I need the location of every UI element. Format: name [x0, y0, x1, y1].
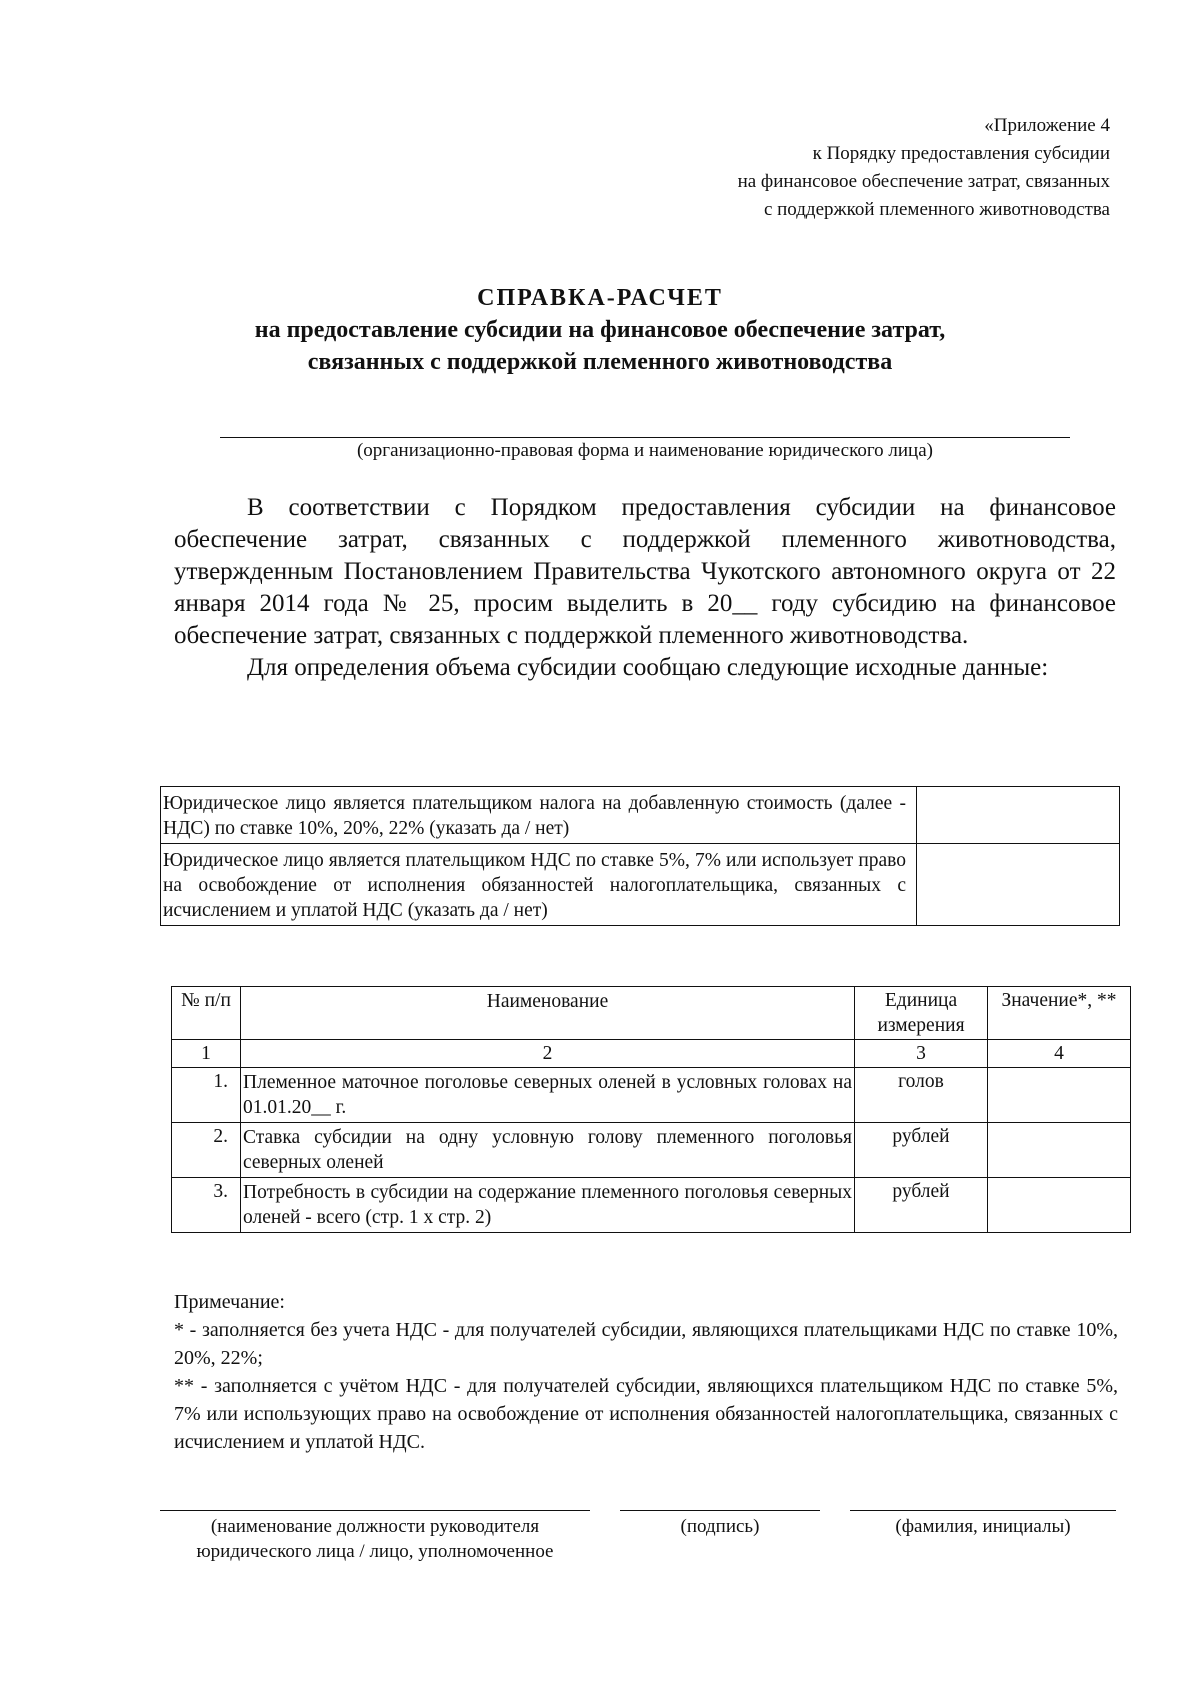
row-value-cell[interactable] [988, 1178, 1131, 1233]
vat-answer-cell[interactable] [917, 787, 1120, 844]
row-name: Потребность в субсидии на содержание племенного поголовья северных оленей - всего (стр. 1 х стр. 2) [241, 1178, 855, 1233]
table-row [172, 1068, 1131, 1123]
column-index: 4 [988, 1040, 1131, 1068]
position-caption [150, 1514, 600, 1564]
title-subtitle-line: на предоставление субсидии на финансовое обеспечение затрат, [254, 317, 946, 343]
note-item: * - заполняется без учета НДС - для получателей субсидии, являющихся плательщиками НДС по ставке 10%, 20%, 22%; [174, 1319, 1118, 1369]
row-name: Ставка субсидии на одну условную голову племенного поголовья северных оленей [241, 1123, 855, 1178]
note-item: ** - заполняется с учётом НДС - для получателей субсидии, являющихся плательщиком НДС по ставке 5%, 7% или использующих право на освобождение от исполнения обязанностей налогоплательщика, связанных с исчислением и уплатой НДС. [174, 1375, 1118, 1453]
row-unit: рублей [855, 1123, 988, 1178]
appendix-header [738, 112, 1110, 224]
name-caption: (фамилия, инициалы) [895, 1516, 1071, 1537]
header-number: № п/п [172, 987, 241, 1040]
position-caption-line: (наименование должности руководителя [210, 1516, 540, 1537]
row-unit: голов [855, 1068, 988, 1123]
vat-answer-cell[interactable] [917, 844, 1120, 926]
table-row [172, 1123, 1131, 1178]
row-number: 1. [172, 1068, 241, 1123]
row-unit: рублей [855, 1178, 988, 1233]
vat-question-cell: Юридическое лицо является плательщиком НДС по ставке 5%, 7% или использует право на освобождение от исполнения обязанностей налогоплательщика, связанных с исчислением и уплатой НДС (указать да / нет) [161, 844, 917, 926]
header-value: Значение*, ** [988, 987, 1131, 1040]
column-index: 2 [241, 1040, 855, 1068]
notes-section [174, 1288, 1118, 1456]
signature-field-line[interactable] [620, 1510, 820, 1511]
signature-caption: (подпись) [680, 1516, 760, 1537]
vat-question-cell: Юридическое лицо является плательщиком налога на добавленную стоимость (далее - НДС) по ставке 10%, 20%, 22% (указать да / нет) [161, 787, 917, 844]
body-paragraph [174, 492, 1116, 684]
row-value-cell[interactable] [988, 1068, 1131, 1123]
row-number: 2. [172, 1123, 241, 1178]
notes-heading: Примечание: [174, 1291, 285, 1313]
header-name: Наименование [241, 987, 855, 1040]
name-field-line[interactable] [850, 1510, 1116, 1511]
row-value-cell[interactable] [988, 1123, 1131, 1178]
row-number: 3. [172, 1178, 241, 1233]
column-index-row [172, 1040, 1131, 1068]
appendix-line: к Порядку предоставления субсидии [812, 143, 1110, 164]
header-unit: Единица измерения [855, 987, 988, 1040]
table-row [172, 1178, 1131, 1233]
table-row [161, 787, 1120, 844]
appendix-line: на финансовое обеспечение затрат, связанных [737, 171, 1110, 192]
paragraph-request: В соответствии с Порядком предоставления субсидии на финансовое обеспечение затрат, связанных с поддержкой племенного животноводства, утвержденным Постановлением Правительства Чукотского автономного округа от 22 января 2014 года № 25, просим выделить в 20__ году субсидию на финансовое обеспечение затрат, связанных с поддержкой племенного животноводства. [174, 494, 1116, 649]
appendix-line: с поддержкой племенного животноводства [763, 199, 1110, 220]
title-subtitle-line: связанных с поддержкой племенного животноводства [307, 349, 893, 375]
org-name-caption: (организационно-правовая форма и наименование юридического лица) [356, 440, 933, 461]
table-row [161, 844, 1120, 926]
appendix-line: «Приложение 4 [984, 115, 1110, 136]
column-index: 1 [172, 1040, 241, 1068]
table-header-row [172, 987, 1131, 1040]
calculation-table [171, 986, 1131, 1233]
vat-status-table [160, 786, 1120, 926]
position-field-line[interactable] [160, 1510, 590, 1511]
document-title [0, 282, 1200, 378]
paragraph-data-intro: Для определения объема субсидии сообщаю следующие исходные данные: [247, 654, 1049, 681]
org-name-field-line[interactable] [220, 437, 1070, 438]
row-name: Племенное маточное поголовье северных оленей в условных головах на 01.01.20__ г. [241, 1068, 855, 1123]
column-index: 3 [855, 1040, 988, 1068]
position-caption-line: юридического лица / лицо, уполномоченное [196, 1541, 554, 1562]
title-main: СПРАВКА-РАСЧЕТ [477, 285, 723, 311]
